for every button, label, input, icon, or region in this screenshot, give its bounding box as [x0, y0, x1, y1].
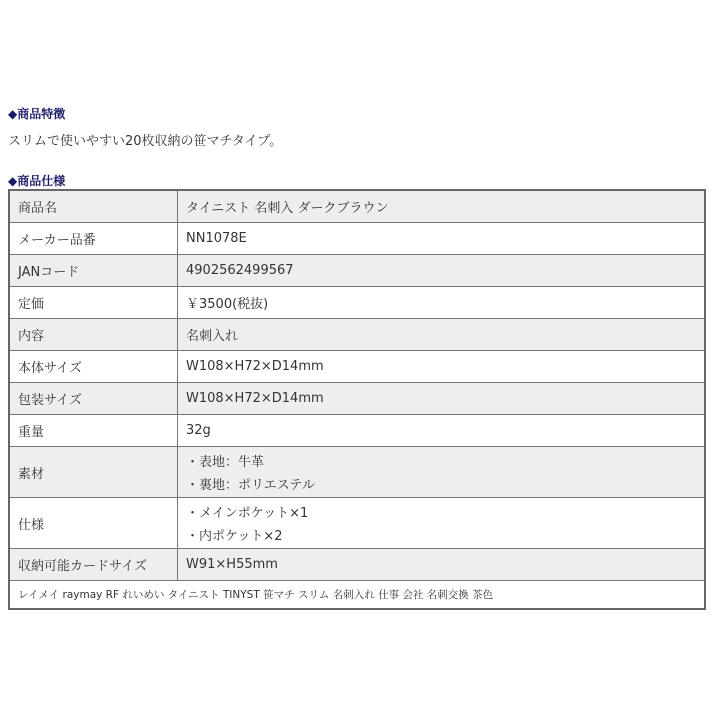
keywords: レイメイ raymay RF れいめい タイニスト TINYST 笹マチ スリム 名刺入れ 仕事 会社 名刺交換 茶色	[9, 581, 705, 610]
spec-value	[178, 223, 706, 255]
table-row	[9, 498, 705, 549]
spec-value-line: ￥3500(税抜)	[186, 297, 269, 312]
spec-value-line: NN1078E	[186, 231, 247, 246]
spec-value	[178, 447, 706, 498]
spec-value	[178, 319, 706, 351]
spec-label: メーカー品番	[9, 223, 178, 255]
spec-value	[178, 190, 706, 223]
specs-heading: ◆商品仕様	[8, 174, 66, 188]
spec-value-line: ・裏地：ポリエステル	[186, 478, 315, 493]
keywords-row	[9, 581, 705, 610]
table-row	[9, 351, 705, 383]
spec-value	[178, 415, 706, 447]
table-row	[9, 415, 705, 447]
spec-value-line: ・メインポケット×1	[186, 506, 309, 521]
spec-value	[178, 255, 706, 287]
spec-value-line: ・内ポケット×2	[186, 529, 283, 544]
table-row	[9, 190, 705, 223]
spec-value	[178, 549, 706, 581]
spec-value-line: 名刺入れ	[186, 329, 239, 344]
spec-value-line: 32g	[186, 423, 211, 438]
spec-label: JANコード	[9, 255, 178, 287]
spec-label: 内容	[9, 319, 178, 351]
spec-value	[178, 351, 706, 383]
table-row	[9, 287, 705, 319]
spec-label: 商品名	[9, 190, 178, 223]
spec-label: 本体サイズ	[9, 351, 178, 383]
spec-label: 包装サイズ	[9, 383, 178, 415]
spec-label: 収納可能カードサイズ	[9, 549, 178, 581]
table-row	[9, 319, 705, 351]
spec-label: 仕様	[9, 498, 178, 549]
spec-value-line: タイニスト 名刺入 ダークブラウン	[186, 201, 389, 216]
spec-label: 重量	[9, 415, 178, 447]
table-row	[9, 383, 705, 415]
table-row	[9, 255, 705, 287]
spec-label: 素材	[9, 447, 178, 498]
spec-value-line: W108×H72×D14mm	[186, 391, 324, 406]
specs-table	[8, 189, 706, 610]
table-row	[9, 549, 705, 581]
spec-value-line: ・表地：牛革	[186, 455, 265, 470]
spec-label: 定価	[9, 287, 178, 319]
spec-value	[178, 498, 706, 549]
spec-value-line: W108×H72×D14mm	[186, 359, 324, 374]
spec-value	[178, 287, 706, 319]
spec-value-line: 4902562499567	[186, 263, 294, 278]
features-description: スリムで使いやすい20枚収納の笹マチタイプ。	[8, 134, 283, 149]
features-heading: ◆商品特徴	[8, 107, 66, 121]
spec-value-line: W91×H55mm	[186, 557, 278, 572]
table-row	[9, 447, 705, 498]
table-row	[9, 223, 705, 255]
spec-value	[178, 383, 706, 415]
